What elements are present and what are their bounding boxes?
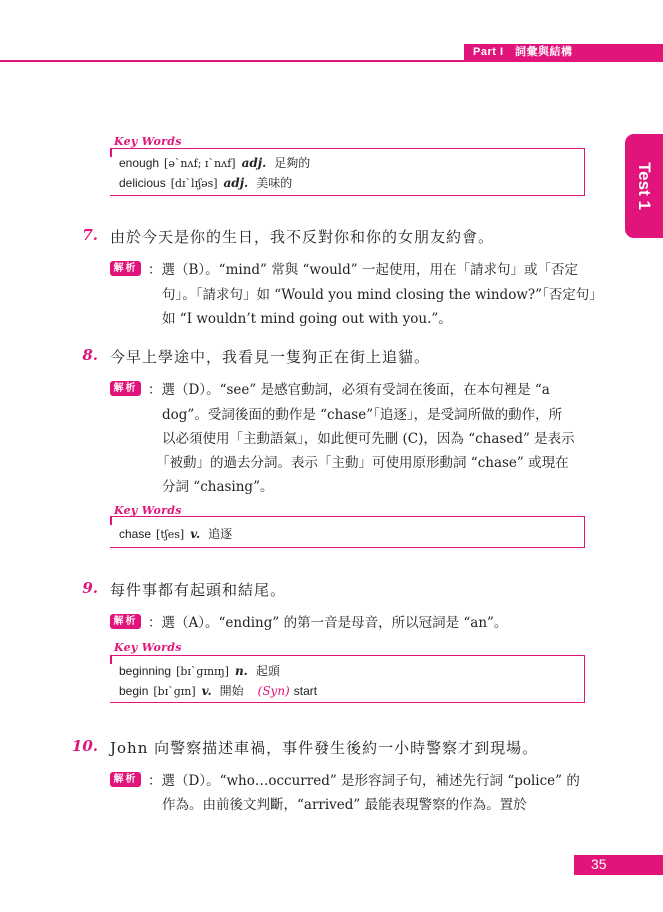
side-tab-label: Test 1 bbox=[635, 162, 654, 210]
question-number: 9. bbox=[82, 579, 98, 597]
key-words-box bbox=[110, 148, 585, 196]
key-words-box bbox=[110, 655, 585, 703]
analysis-badge: 解析 bbox=[110, 614, 141, 629]
vocab-pos: v. bbox=[190, 527, 201, 541]
vocab-pos: adj. bbox=[223, 176, 249, 190]
analysis-badge: 解析 bbox=[110, 261, 141, 276]
vocab-entry bbox=[119, 682, 317, 699]
vocab-word: begin bbox=[119, 684, 149, 698]
vocab-meaning: 開始 bbox=[219, 684, 244, 698]
vocab-word: chase bbox=[119, 527, 152, 541]
question-text: John 向警察描述車禍，事件發生後約一小時警察才到現場。 bbox=[110, 739, 539, 757]
page-number: 35 bbox=[591, 856, 607, 872]
synonym-word: start bbox=[293, 684, 318, 698]
key-words-label: Key Words bbox=[114, 641, 182, 654]
vocab-ipa: [ə`nʌf; ɪ`nʌf] bbox=[164, 157, 236, 170]
vocab-meaning: 美味的 bbox=[256, 176, 293, 190]
analysis-line: 句」。「請求句」如 “Would you mind closing the window?”「否定句」 bbox=[162, 287, 603, 303]
vocab-pos: n. bbox=[234, 664, 248, 678]
vocab-pos: adj. bbox=[241, 156, 267, 170]
question-text: 每件事都有起頭和結尾。 bbox=[110, 581, 287, 599]
key-words-label: Key Words bbox=[114, 135, 182, 148]
analysis-line: 分詞 “chasing”。 bbox=[162, 479, 274, 495]
analysis-line: ：選（A）。“ending” 的第一音是母音，所以冠詞是 “an”。 bbox=[148, 615, 508, 631]
vocab-ipa: [tʃes] bbox=[156, 528, 185, 541]
vocab-meaning: 足夠的 bbox=[274, 156, 311, 170]
vocab-word: enough bbox=[119, 156, 160, 170]
vocab-meaning: 起頭 bbox=[255, 664, 280, 678]
analysis-line: 作為。由前後文判斷，“arrived” 最能表現警察的作為。置於 bbox=[162, 797, 527, 813]
analysis-line: 如 “I wouldn’t mind going out with you.”。 bbox=[162, 311, 452, 327]
analysis-line: ：選（D）。“see” 是感官動詞，必須有受詞在後面，在本句裡是 “a bbox=[148, 382, 550, 398]
vocab-entry bbox=[119, 662, 280, 679]
synonym-label: (Syn) bbox=[257, 684, 290, 698]
analysis-line: ：選（D）。“who…occurred” 是形容詞子句，補述先行詞 “police” 的 bbox=[148, 773, 580, 789]
vocab-ipa: [dɪ`lɪʃəs] bbox=[170, 177, 218, 190]
analysis-badge: 解析 bbox=[110, 381, 141, 396]
vocab-word: beginning bbox=[119, 664, 172, 678]
question-number: 7. bbox=[82, 226, 98, 244]
analysis-line: ：選（B）。“mind” 常與 “would” 一起使用，用在「請求句」或「否定 bbox=[148, 262, 578, 278]
question-number: 8. bbox=[82, 346, 98, 364]
test-side-tab bbox=[625, 134, 663, 238]
analysis-badge: 解析 bbox=[110, 772, 141, 787]
vocab-ipa: [bɪ`gɪnɪŋ] bbox=[176, 665, 229, 678]
question-text: 今早上學途中，我看見一隻狗正在街上追貓。 bbox=[110, 348, 431, 366]
vocab-entry bbox=[119, 525, 232, 542]
page-number-tab bbox=[574, 855, 663, 875]
vocab-entry bbox=[119, 174, 292, 191]
question-number: 10. bbox=[71, 737, 98, 755]
vocab-ipa: [bɪ`gɪn] bbox=[153, 685, 196, 698]
question-text: 由於今天是你的生日，我不反對你和你的女朋友約會。 bbox=[110, 228, 495, 246]
key-words-box bbox=[110, 516, 585, 548]
analysis-line: 「被動」的過去分詞。表示「主動」可使用原形動詞 “chase” 或現在 bbox=[156, 455, 569, 471]
vocab-word: delicious bbox=[119, 176, 166, 190]
section-header: Part I 詞彙與結構 bbox=[464, 44, 663, 61]
analysis-line: 以必須使用「主動語氣」，如此便可先刪 (C)，因為 “chased” 是表示 bbox=[162, 431, 575, 447]
analysis-line: dog”。受詞後面的動作是 “chase”「追逐」，是受詞所做的動作，所 bbox=[162, 407, 563, 423]
vocab-pos: v. bbox=[201, 684, 212, 698]
vocab-meaning: 追逐 bbox=[208, 527, 233, 541]
key-words-label: Key Words bbox=[114, 504, 182, 517]
vocab-entry bbox=[119, 154, 310, 171]
